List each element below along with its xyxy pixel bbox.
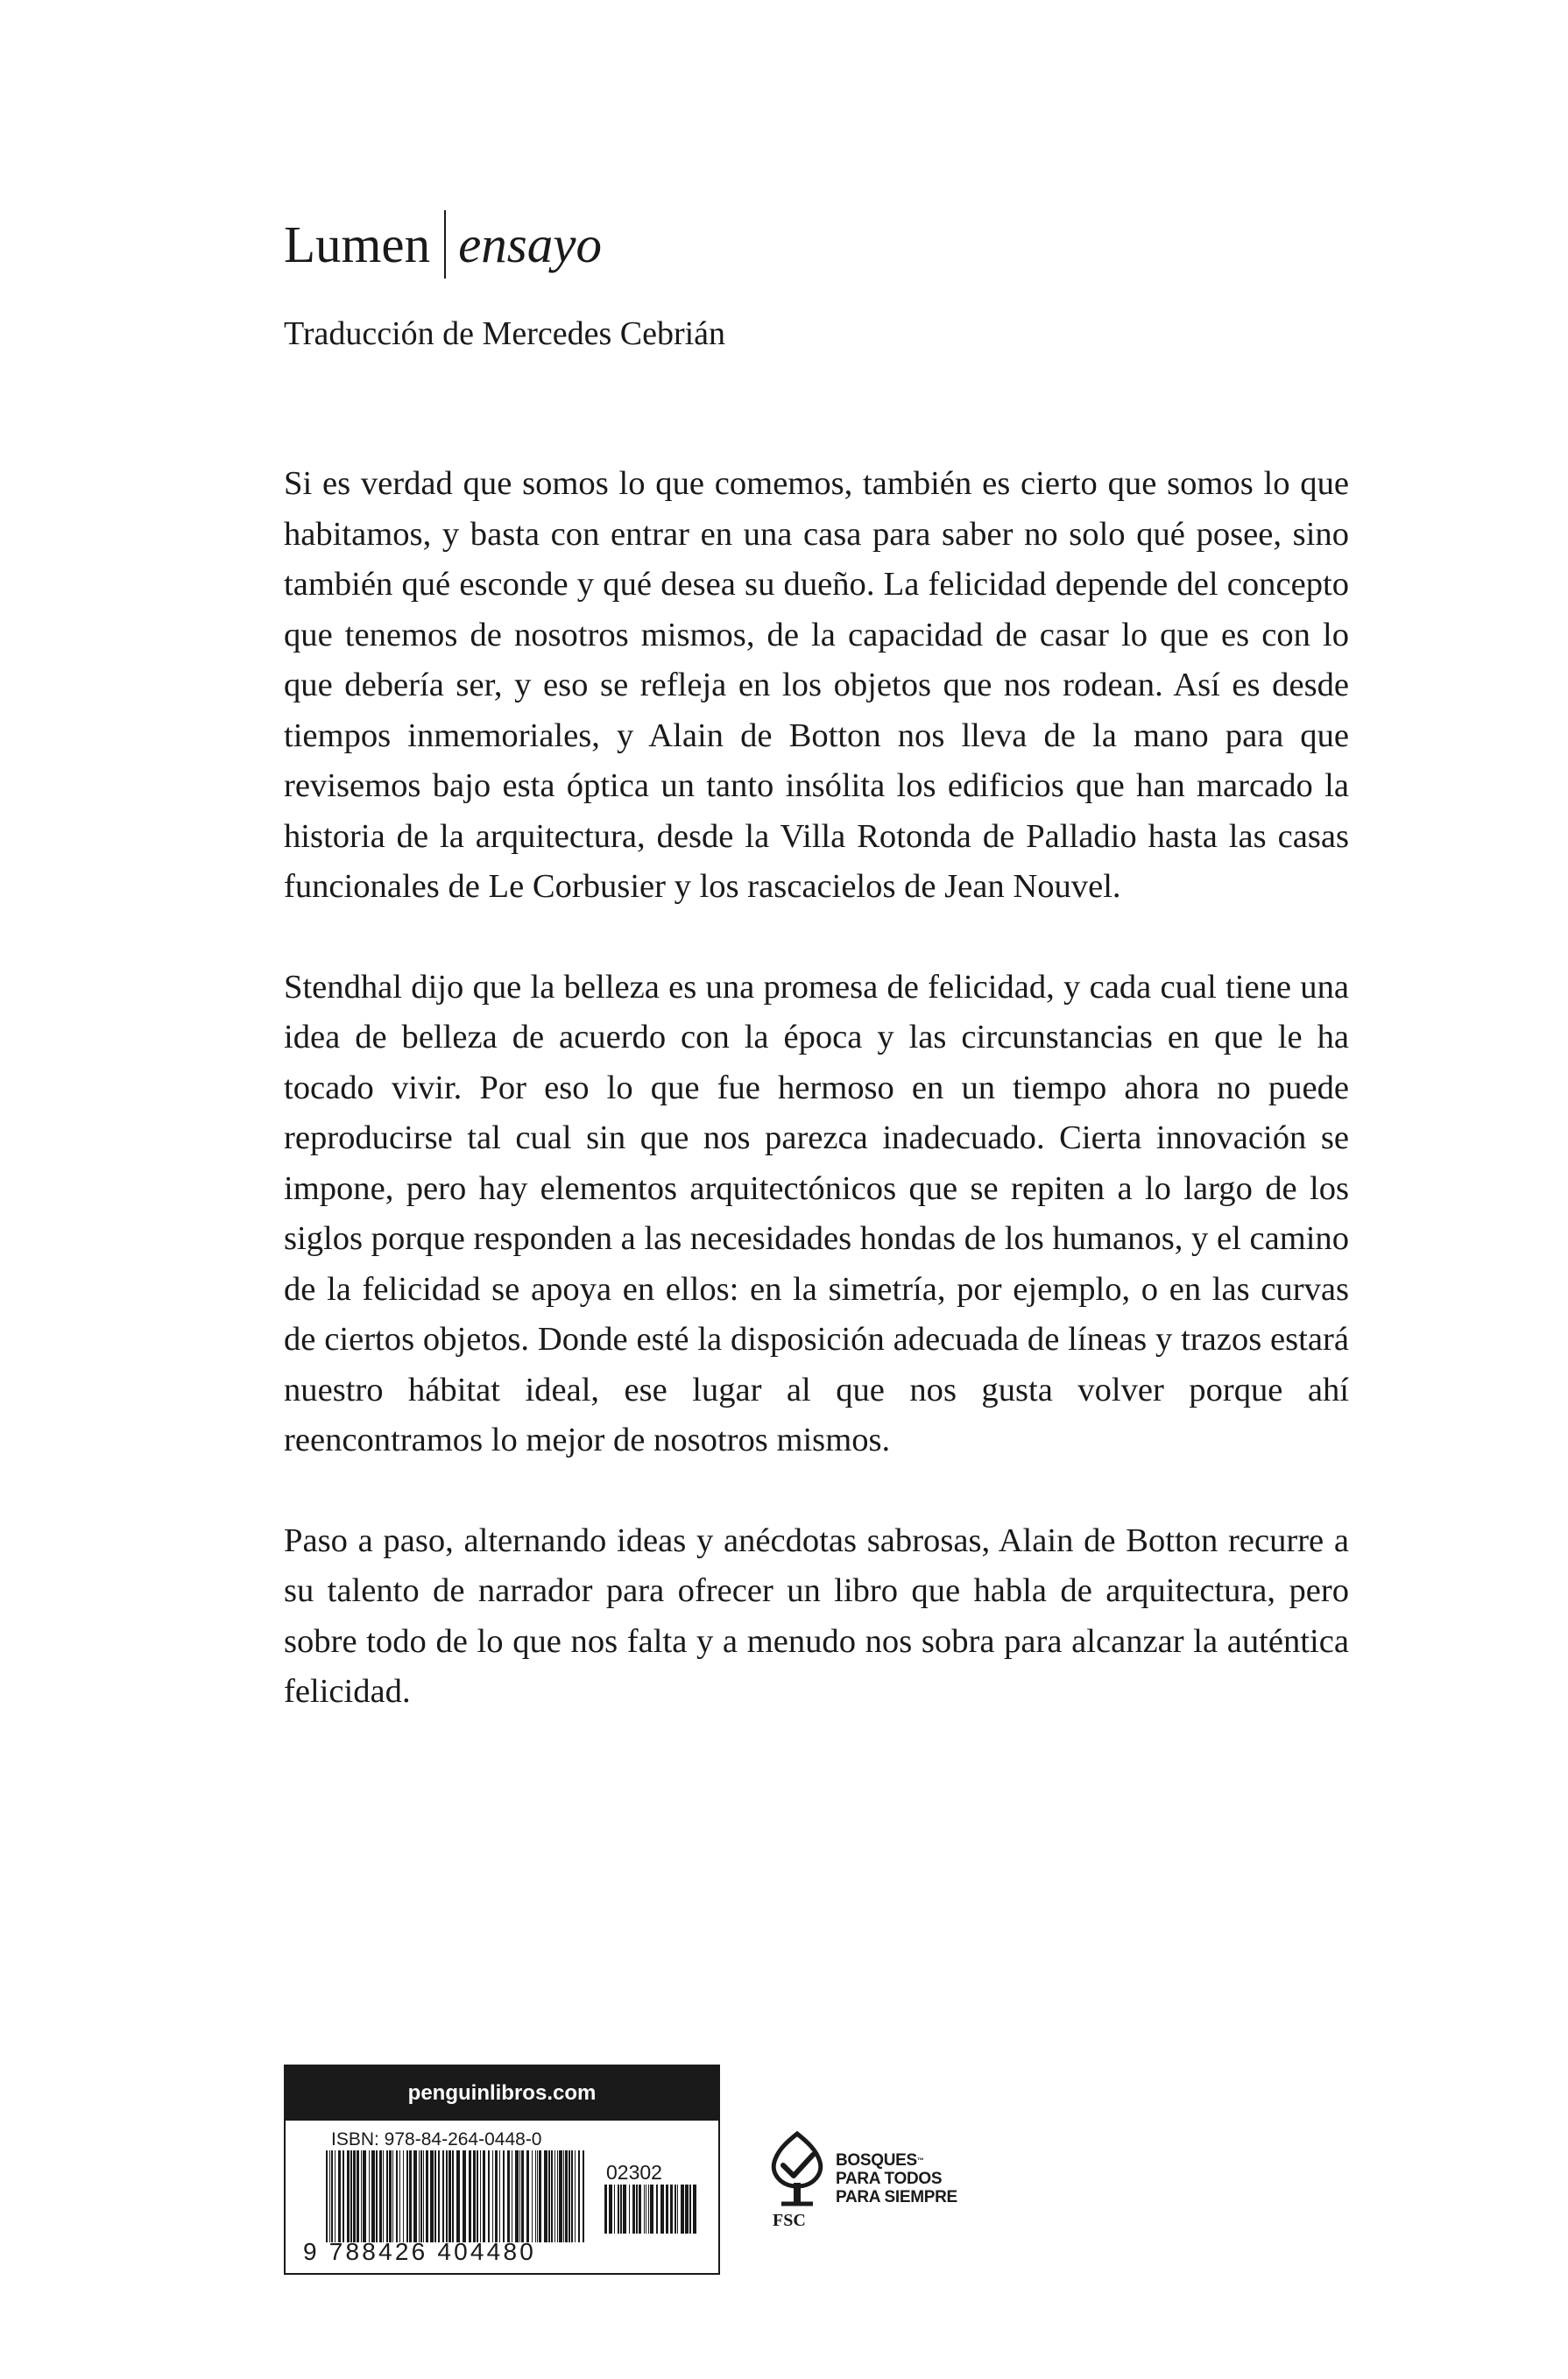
barcode-bar (347, 2150, 350, 2242)
addon-barcode (604, 2185, 701, 2234)
barcode-bar (685, 2185, 689, 2234)
barcode-bar (383, 2150, 384, 2242)
barcode-bar (629, 2185, 630, 2234)
barcode-bar (693, 2185, 696, 2234)
barcode-bar (379, 2150, 382, 2242)
barcode-bar (559, 2150, 562, 2242)
barcode-bar (477, 2150, 478, 2242)
barcode-bar (386, 2150, 388, 2242)
barcode-bar (526, 2150, 529, 2242)
blurb-paragraph: Stendhal dijo que la belleza es una promesa de felicidad, y cada cual tiene una idea de belleza de acuerdo con la época y las circunstancias en que le ha tocado vivir. Por eso lo que fue hermoso en un tiempo ahora no puede reproducirse tal cual sin que nos parezca inadecuado. Cierta innovación se impone, pero hay elementos arquitectónicos que se repiten a lo largo de los siglos porque responden a las necesidades hondas de los humanos, y el camino de la felicidad se apoya en ellos: en la simetría, por ejemplo, o en las curvas de ciertos objetos. Donde esté la disposición adecuada de líneas y trazos estará nuestro hábitat ideal, ese lugar al que nos gusta volver porque ahí reencontramos lo mejor de nosotros mismos. (284, 968, 1350, 1458)
barcode-bar (438, 2150, 440, 2242)
barcode-bar (480, 2150, 481, 2242)
barcode-bar (326, 2150, 328, 2242)
barcode-bar (369, 2150, 370, 2242)
fsc-label: FSC (773, 2211, 806, 2230)
imprint-divider (444, 210, 446, 279)
barcode-bar (430, 2150, 434, 2242)
barcode-bar (569, 2150, 570, 2242)
barcode-bar (446, 2150, 448, 2242)
barcode-bar (689, 2185, 691, 2234)
barcode-bar (376, 2150, 378, 2242)
addon-code: 02302 (606, 2161, 662, 2184)
fsc-mark (762, 2130, 981, 2262)
barcode-bar (571, 2150, 573, 2242)
barcode-bar (488, 2150, 490, 2242)
barcode-bar (644, 2185, 645, 2234)
barcode-bar (449, 2150, 451, 2242)
barcode-bar (578, 2150, 580, 2242)
barcode-bar (618, 2185, 619, 2234)
barcode-bar (329, 2150, 330, 2242)
barcode-bar (620, 2185, 622, 2234)
barcode-bar (650, 2185, 653, 2234)
barcode-bar (343, 2150, 344, 2242)
barcode-bar (632, 2185, 635, 2234)
barcode-bar (423, 2150, 424, 2242)
barcode-bar (537, 2150, 538, 2242)
barcode-bar (403, 2150, 404, 2242)
barcode-bar (338, 2150, 341, 2242)
fsc-line: PARA SIEMPRE (836, 2188, 957, 2206)
isbn-label: ISBN: 978-84-264-0448-0 (331, 2129, 542, 2150)
barcode-bar (456, 2150, 460, 2242)
barcode-bar (419, 2150, 420, 2242)
barcode-bar (357, 2150, 359, 2242)
barcode-bar (389, 2150, 392, 2242)
barcode-bar (406, 2150, 408, 2242)
barcode-bar (554, 2150, 555, 2242)
barcode-bar (515, 2150, 519, 2242)
barcode-bar (413, 2150, 417, 2242)
barcode-bar (371, 2150, 375, 2242)
back-cover-blurb (284, 459, 1349, 1718)
barcode-bar (463, 2150, 466, 2242)
barcode-bar (452, 2150, 454, 2242)
barcode-bar (331, 2150, 333, 2242)
barcode-bar (519, 2150, 520, 2242)
barcode-bar (677, 2185, 678, 2234)
barcode-bar (469, 2150, 471, 2242)
fsc-slogan (836, 2151, 957, 2206)
barcode-bar (392, 2150, 393, 2242)
barcode-bar (409, 2150, 412, 2242)
collection-name: ensayo (458, 215, 602, 273)
barcode-bar (495, 2150, 498, 2242)
barcode-bar (442, 2150, 444, 2242)
barcode-bar (660, 2185, 664, 2234)
barcode-bar (539, 2150, 541, 2242)
barcode-bar (426, 2150, 428, 2242)
barcode-bar (648, 2185, 649, 2234)
barcode-bar (544, 2150, 547, 2242)
barcode-bar (420, 2150, 422, 2242)
barcode-bar (396, 2150, 398, 2242)
barcode-bar (563, 2150, 564, 2242)
fsc-line: PARA TODOS (836, 2170, 943, 2188)
barcode-bar (681, 2185, 684, 2234)
fsc-line: BOSQUES (836, 2151, 917, 2170)
barcode-bar (670, 2185, 673, 2234)
barcode-bar (639, 2185, 641, 2234)
barcode-bar (521, 2150, 524, 2242)
barcode-bar (675, 2185, 676, 2234)
barcode-digits: 9 788426 404480 (303, 2238, 536, 2265)
barcode-bar (350, 2150, 352, 2242)
barcode-bar (636, 2185, 638, 2234)
barcode-bar (507, 2150, 510, 2242)
barcode-box (284, 2065, 720, 2275)
barcode-bar (609, 2185, 612, 2234)
barcode-bar (666, 2185, 668, 2234)
barcode-bar (604, 2185, 607, 2234)
barcode-bar (363, 2150, 366, 2242)
ean-barcode (326, 2150, 589, 2242)
blurb-paragraph: Si es verdad que somos lo que comemos, también es cierto que somos lo que habitamos, y basta con entrar en una casa para saber no solo qué posee, sino también qué esconde y qué desea su dueño. La felicidad depende del concepto que tenemos de nosotros mismos, de la capacidad de casar lo que es con lo que debería ser, y eso se refleja en los objetos que nos rodean. Así es desde tiempos inmemoriales, y Alain de Botton nos lleva de la mano para que revisemos bajo esta óptica un tanto insólita los edificios que han marcado la historia de la arquitectura, desde la Villa Rotonda de Palladio hasta las casas funcionales de Le Corbusier y los rascacielos de Jean Nouvel. (284, 465, 1349, 905)
barcode-bar (623, 2185, 626, 2234)
barcode-bar (353, 2150, 356, 2242)
blurb-paragraph: Paso a paso, alternando ideas y anécdotas sabrosas, Alain de Botton recurre a su talento de narrador para ofrecer un libro que habla de arquitectura, pero sobre todo de lo que nos falta y a menudo nos sobra para alcanzar la auténtica felicidad. (284, 1521, 1349, 1710)
barcode-bar (551, 2150, 553, 2242)
barcode-bar (532, 2150, 533, 2242)
barcode-bar (434, 2150, 436, 2242)
barcode-bar (548, 2150, 550, 2242)
tree-checkmark-icon (762, 2130, 832, 2211)
website-banner: penguinlibros.com (286, 2066, 718, 2121)
barcode-bar (575, 2150, 576, 2242)
barcode-bar (583, 2150, 584, 2242)
barcode-bar (473, 2150, 476, 2242)
barcode-bar (656, 2185, 658, 2234)
barcode-bar (399, 2150, 400, 2242)
barcode-bar (503, 2150, 505, 2242)
imprint (284, 210, 602, 279)
trademark-sign: ™ (916, 2157, 924, 2164)
barcode-bar (499, 2150, 500, 2242)
barcode-bar (614, 2185, 615, 2234)
barcode-bar (557, 2150, 558, 2242)
barcode-bar (565, 2150, 568, 2242)
translator-credit: Traducción de Mercedes Cebrián (284, 315, 726, 352)
barcode-bar (535, 2150, 536, 2242)
barcode-bar (483, 2150, 485, 2242)
barcode-bar (361, 2150, 362, 2242)
barcode-bar (492, 2150, 493, 2242)
publisher-name: Lumen (284, 215, 431, 273)
